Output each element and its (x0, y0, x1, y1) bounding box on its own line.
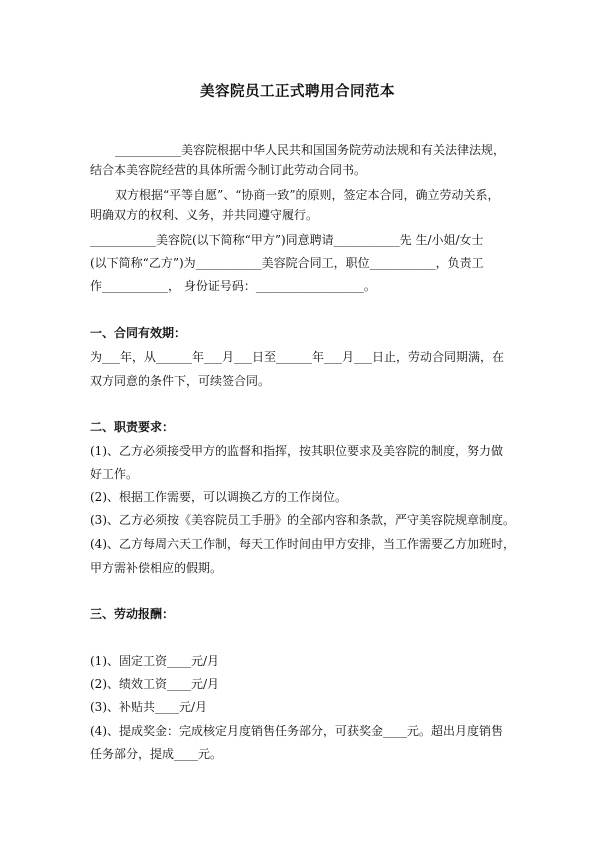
section-3-line-2: (2)、绩效工资____元/月 (90, 677, 220, 691)
intro-line-6: (以下简称“乙方”)为___________美容院合同工，职位___________，负责工 (90, 256, 484, 270)
section-3-heading: 三、劳动报酬： (90, 607, 175, 621)
section-3-line-1: (1)、固定工资____元/月 (90, 654, 220, 668)
intro-line-7: 作___________， 身份证号码：__________________。 (90, 279, 376, 293)
section-1-heading: 一、合同有效期： (90, 326, 187, 340)
section-2-line-4: (3)、乙方必须按《美容院员工手册》的全部内容和条款，严守美容院规章制度。 (90, 513, 516, 527)
section-3-line-3: (3)、补贴共____元/月 (90, 700, 208, 714)
section-3-line-5: 任务部分，提成____元。 (90, 747, 223, 761)
section-2-line-3: (2)、根据工作需要，可以调换乙方的工作岗位。 (90, 490, 347, 504)
section-3-line-4: (4)、提成奖金：完成核定月度销售任务部分，可获奖金____元。超出月度销售 (90, 724, 504, 738)
intro-line-4: 明确双方的权利、义务，并共同遵守履行。 (90, 208, 319, 222)
section-1-line-2: 双方同意的条件下，可续签合同。 (90, 374, 271, 388)
section-2-line-5: (4)、乙方每周六天工作制，每天工作时间由甲方安排，当工作需要乙方加班时， (90, 537, 516, 551)
intro-line-1: ___________美容院根据中华人民共和国国务院劳动法规和有关法律法规， (115, 143, 506, 157)
intro-line-5: ___________美容院(以下简称“甲方”)同意聘请___________先 生/小姐/女士 (90, 233, 484, 247)
section-1-line-1: 为___年，从______年___月___日至______年___月___日止，劳动合同期满，在 (90, 350, 505, 364)
section-2-line-6: 甲方需补偿相应的假期。 (90, 561, 223, 575)
intro-line-3: 双方根据“平等自愿”、“协商一致”的原则，签定本合同，确立劳动关系， (115, 188, 500, 202)
intro-line-2: 结合本美容院经营的具体所需今制订此劳动合同书。 (90, 163, 367, 177)
section-2-heading: 二、职责要求： (90, 420, 175, 434)
page-title: 美容院员工正式聘用合同范本 (200, 83, 395, 100)
section-2-line-1: (1)、乙方必须接受甲方的监督和指挥，按其职位要求及美容院的制度，努力做 (90, 444, 504, 458)
section-2-line-2: 好工作。 (90, 467, 139, 481)
